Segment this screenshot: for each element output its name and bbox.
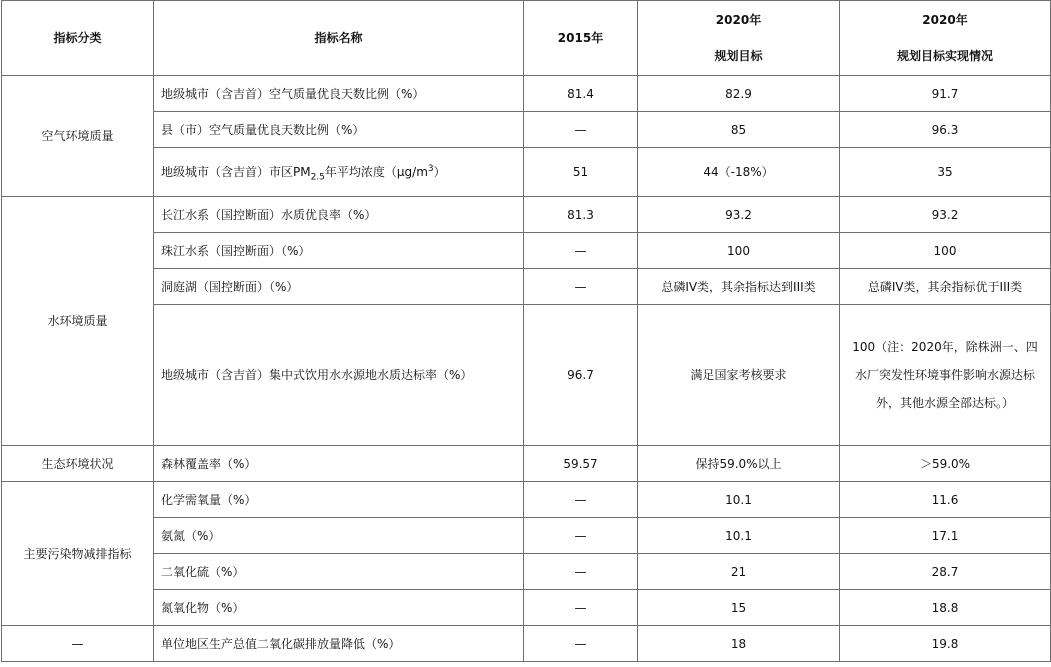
value-target: 15: [638, 590, 840, 626]
indicator-name: 地级城市（含吉首）集中式饮用水水源地水质达标率（%）: [154, 305, 524, 446]
value-actual: 35: [840, 148, 1051, 197]
value-actual: 96.3: [840, 112, 1051, 148]
value-actual: 19.8: [840, 626, 1051, 662]
header-2020-actual: [840, 1, 1051, 76]
value-2015: —: [524, 518, 638, 554]
category-pollutant: 主要污染物减排指标: [2, 482, 154, 626]
table-row: [2, 112, 1051, 148]
value-actual: 18.8: [840, 590, 1051, 626]
value-target: 10.1: [638, 482, 840, 518]
header-row: [2, 1, 1051, 76]
table-row: [2, 148, 1051, 197]
indicator-name: 珠江水系（国控断面）（%）: [154, 233, 524, 269]
value-target: 85: [638, 112, 840, 148]
value-actual: 17.1: [840, 518, 1051, 554]
value-actual: 91.7: [840, 76, 1051, 112]
value-target: 44（-18%）: [638, 148, 840, 197]
value-target: 10.1: [638, 518, 840, 554]
table-row: [2, 233, 1051, 269]
header-category: 指标分类: [2, 1, 154, 76]
value-2015: —: [524, 554, 638, 590]
value-target: 18: [638, 626, 840, 662]
indicator-name: [154, 148, 524, 197]
table-row: [2, 518, 1051, 554]
value-actual: 总磷IV类，其余指标优于III类: [840, 269, 1051, 305]
indicator-name-middle: 年平均浓度（μg/m: [324, 165, 428, 179]
header-actual-line1: 2020年: [922, 13, 968, 27]
table-row: [2, 76, 1051, 112]
value-target: 满足国家考核要求: [638, 305, 840, 446]
indicator-name: 二氧化硫（%）: [154, 554, 524, 590]
category-other: —: [2, 626, 154, 662]
indicator-name-suffix: ）: [433, 165, 446, 179]
indicator-name: 地级城市（含吉首）空气质量优良天数比例（%）: [154, 76, 524, 112]
value-2015: —: [524, 626, 638, 662]
value-2015: —: [524, 112, 638, 148]
category-air: 空气环境质量: [2, 76, 154, 197]
header-2015: 2015年: [524, 1, 638, 76]
indicator-name: 化学需氧量（%）: [154, 482, 524, 518]
category-eco: 生态环境状况: [2, 446, 154, 482]
table-row: [2, 269, 1051, 305]
value-target: 82.9: [638, 76, 840, 112]
value-target: 100: [638, 233, 840, 269]
header-name: 指标名称: [154, 1, 524, 76]
header-actual-line2: 规划目标实现情况: [896, 49, 993, 63]
indicator-table: [1, 0, 1051, 662]
indicator-name-prefix: 地级城市（含吉首）市区PM: [161, 165, 311, 179]
header-2020-target: [638, 1, 840, 76]
indicator-name: 县（市）空气质量优良天数比例（%）: [154, 112, 524, 148]
value-2015: —: [524, 590, 638, 626]
value-2015: 59.57: [524, 446, 638, 482]
value-2015: —: [524, 482, 638, 518]
value-2015: —: [524, 269, 638, 305]
value-2015: —: [524, 233, 638, 269]
header-target-line2: 规划目标: [714, 49, 763, 63]
value-actual: ＞59.0%: [840, 446, 1051, 482]
value-2015: 81.3: [524, 197, 638, 233]
value-target: 总磷IV类，其余指标达到III类: [638, 269, 840, 305]
table-row: [2, 305, 1051, 446]
table-row: [2, 554, 1051, 590]
value-actual: 28.7: [840, 554, 1051, 590]
table-row: [2, 482, 1051, 518]
indicator-name: 长江水系（国控断面）水质优良率（%）: [154, 197, 524, 233]
indicator-name: 氨氮（%）: [154, 518, 524, 554]
indicator-name-superscript: 3: [427, 164, 434, 174]
indicator-name: 氮氧化物（%）: [154, 590, 524, 626]
indicator-name: 森林覆盖率（%）: [154, 446, 524, 482]
value-2015: 81.4: [524, 76, 638, 112]
category-water: 水环境质量: [2, 197, 154, 446]
value-2015: 96.7: [524, 305, 638, 446]
value-target: 93.2: [638, 197, 840, 233]
table-row: [2, 590, 1051, 626]
value-actual: 93.2: [840, 197, 1051, 233]
value-actual: 100（注：2020年，除株洲一、四水厂突发性环境事件影响水源达标外，其他水源全部达标。）: [840, 305, 1051, 446]
value-2015: 51: [524, 148, 638, 197]
value-actual: 100: [840, 233, 1051, 269]
table-row: [2, 626, 1051, 662]
indicator-name: 洞庭湖（国控断面）（%）: [154, 269, 524, 305]
indicator-name: 单位地区生产总值二氧化碳排放量降低（%）: [154, 626, 524, 662]
table-row: [2, 446, 1051, 482]
value-target: 21: [638, 554, 840, 590]
value-actual: 11.6: [840, 482, 1051, 518]
header-target-line1: 2020年: [715, 13, 762, 27]
value-target: 保持59.0%以上: [638, 446, 840, 482]
indicator-name-subscript: 2.5: [310, 172, 325, 183]
table-row: [2, 197, 1051, 233]
